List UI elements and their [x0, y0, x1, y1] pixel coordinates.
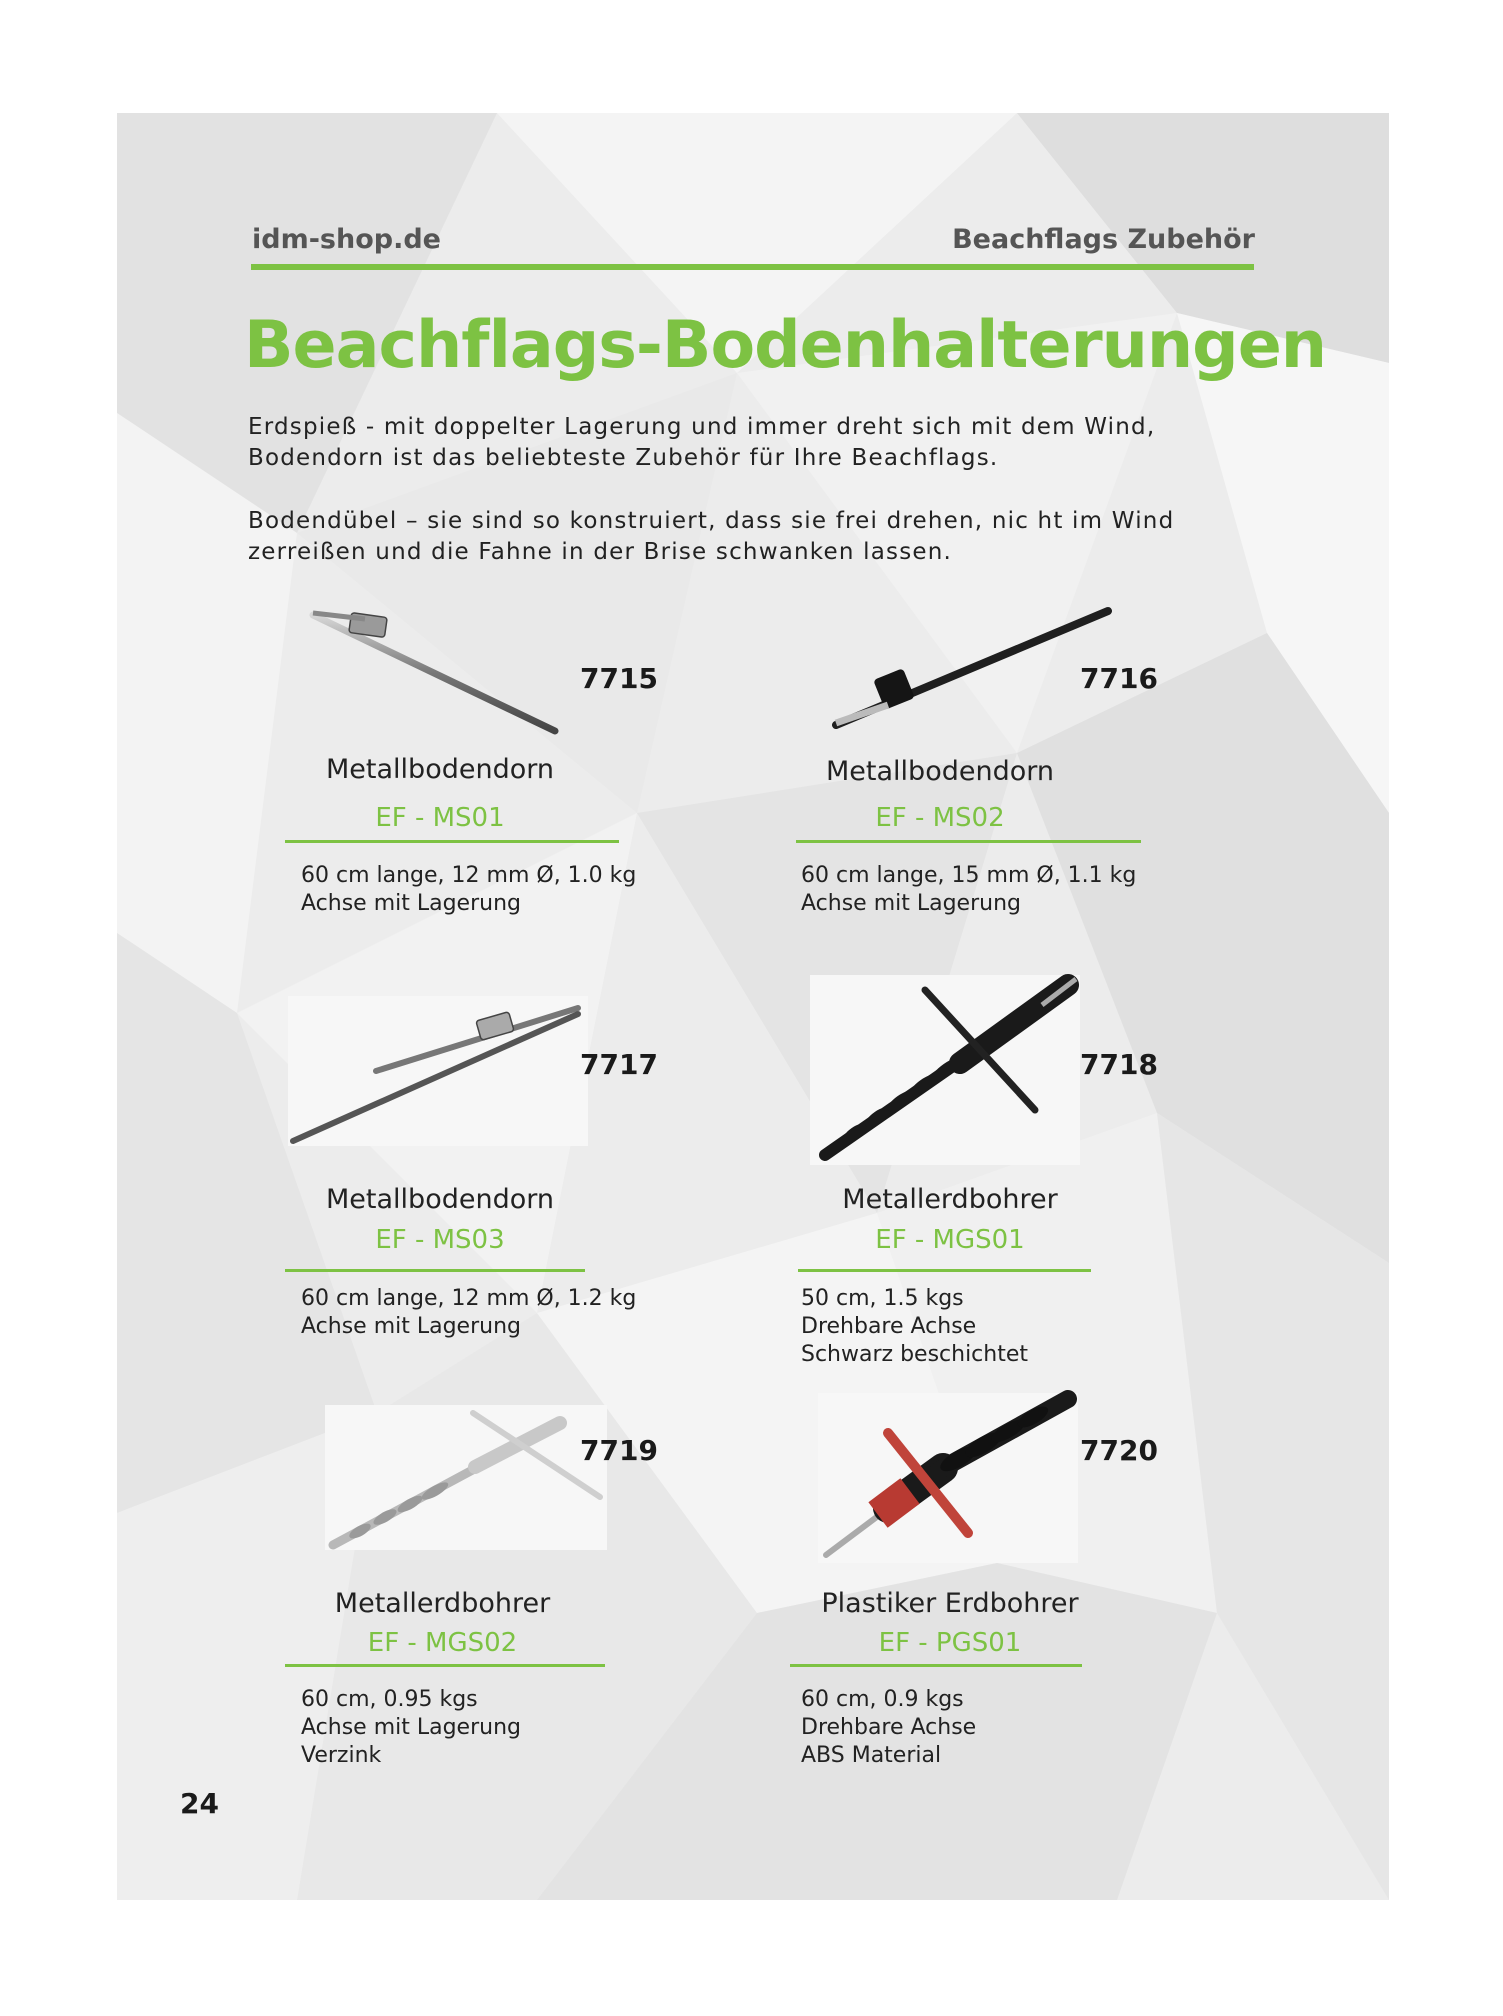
product-specs: [801, 1686, 976, 1770]
intro-paragraph-1: [248, 412, 1248, 474]
product-code: EF - PGS01: [878, 1628, 1022, 1658]
spec-line: Drehbare Achse: [801, 1314, 977, 1339]
intro-line: Bodendorn ist das beliebteste Zubehör für Ihre Beachflags.: [248, 445, 999, 471]
product-number: 7718: [1080, 1048, 1158, 1081]
spec-line: 60 cm lange, 15 mm Ø, 1.1 kg: [801, 863, 1137, 888]
spec-line: 60 cm, 0.95 kgs: [301, 1687, 478, 1712]
product-code: EF - MS02: [875, 803, 1005, 833]
product-specs: [801, 1285, 1028, 1369]
product-name: Metallerdbohrer: [334, 1588, 551, 1619]
product-divider: [285, 1664, 605, 1667]
spec-line: Achse mit Lagerung: [301, 1715, 521, 1740]
product-specs: [301, 1285, 636, 1341]
product-specs: [301, 862, 636, 918]
intro-line: zerreißen und die Fahne in der Brise schwanken lassen.: [248, 539, 953, 565]
product-specs: [301, 1686, 521, 1770]
intro-paragraph-2: [248, 506, 1248, 568]
product-number: 7716: [1080, 662, 1158, 695]
product-name: Metallbodendorn: [326, 1184, 554, 1215]
spec-line: Verzink: [301, 1743, 382, 1768]
product-divider: [790, 1664, 1082, 1667]
product-name: Metallerdbohrer: [842, 1184, 1058, 1215]
spec-line: 60 cm lange, 12 mm Ø, 1.2 kg: [301, 1286, 637, 1311]
site-name: idm-shop.de: [252, 224, 441, 255]
spec-line: Drehbare Achse: [801, 1715, 977, 1740]
product-specs: [801, 862, 1136, 918]
product-code: EF - MGS02: [367, 1628, 518, 1658]
spec-line: 60 cm, 0.9 kgs: [801, 1687, 964, 1712]
black-ground-auger-image: [810, 975, 1080, 1165]
product-divider: [796, 840, 1141, 843]
intro-line: Erdspieß - mit doppelter Lagerung und immer dreht sich mit dem Wind,: [248, 414, 1156, 440]
metal-ground-spike-image: [828, 605, 1113, 740]
product-number: 7719: [580, 1434, 658, 1467]
intro-line: Bodendübel – sie sind so konstruiert, dass sie frei drehen, nic ht im Wind: [248, 508, 1175, 534]
spec-line: 60 cm lange, 12 mm Ø, 1.0 kg: [301, 863, 637, 888]
metal-ground-spike-image: [305, 605, 565, 740]
product-name: Metallbodendorn: [826, 756, 1054, 787]
spec-line: Achse mit Lagerung: [801, 891, 1021, 916]
spec-line: Achse mit Lagerung: [301, 1314, 521, 1339]
spec-line: Schwarz beschichtet: [801, 1342, 1029, 1367]
spec-line: ABS Material: [801, 1743, 942, 1768]
spec-line: 50 cm, 1.5 kgs: [801, 1286, 964, 1311]
page-number: 24: [180, 1787, 219, 1820]
header-divider: [251, 264, 1254, 270]
product-code: EF - MS03: [375, 1225, 505, 1255]
page-title: Beachflags-Bodenhalterungen: [244, 308, 1327, 383]
metal-ground-spike-image: [288, 996, 588, 1146]
product-number: 7715: [580, 662, 658, 695]
product-divider: [798, 1269, 1091, 1272]
section-title: Beachflags Zubehör: [952, 224, 1255, 255]
product-name: Metallbodendorn: [326, 754, 554, 785]
product-name: Plastiker Erdbohrer: [821, 1588, 1079, 1619]
product-divider: [285, 1269, 585, 1272]
product-number: 7720: [1080, 1434, 1158, 1467]
product-code: EF - MS01: [375, 803, 505, 833]
product-number: 7717: [580, 1048, 658, 1081]
product-code: EF - MGS01: [875, 1225, 1025, 1255]
product-divider: [285, 840, 619, 843]
galvanized-ground-auger-image: [325, 1405, 607, 1550]
spec-line: Achse mit Lagerung: [301, 891, 521, 916]
plastic-ground-auger-image: [818, 1393, 1078, 1563]
